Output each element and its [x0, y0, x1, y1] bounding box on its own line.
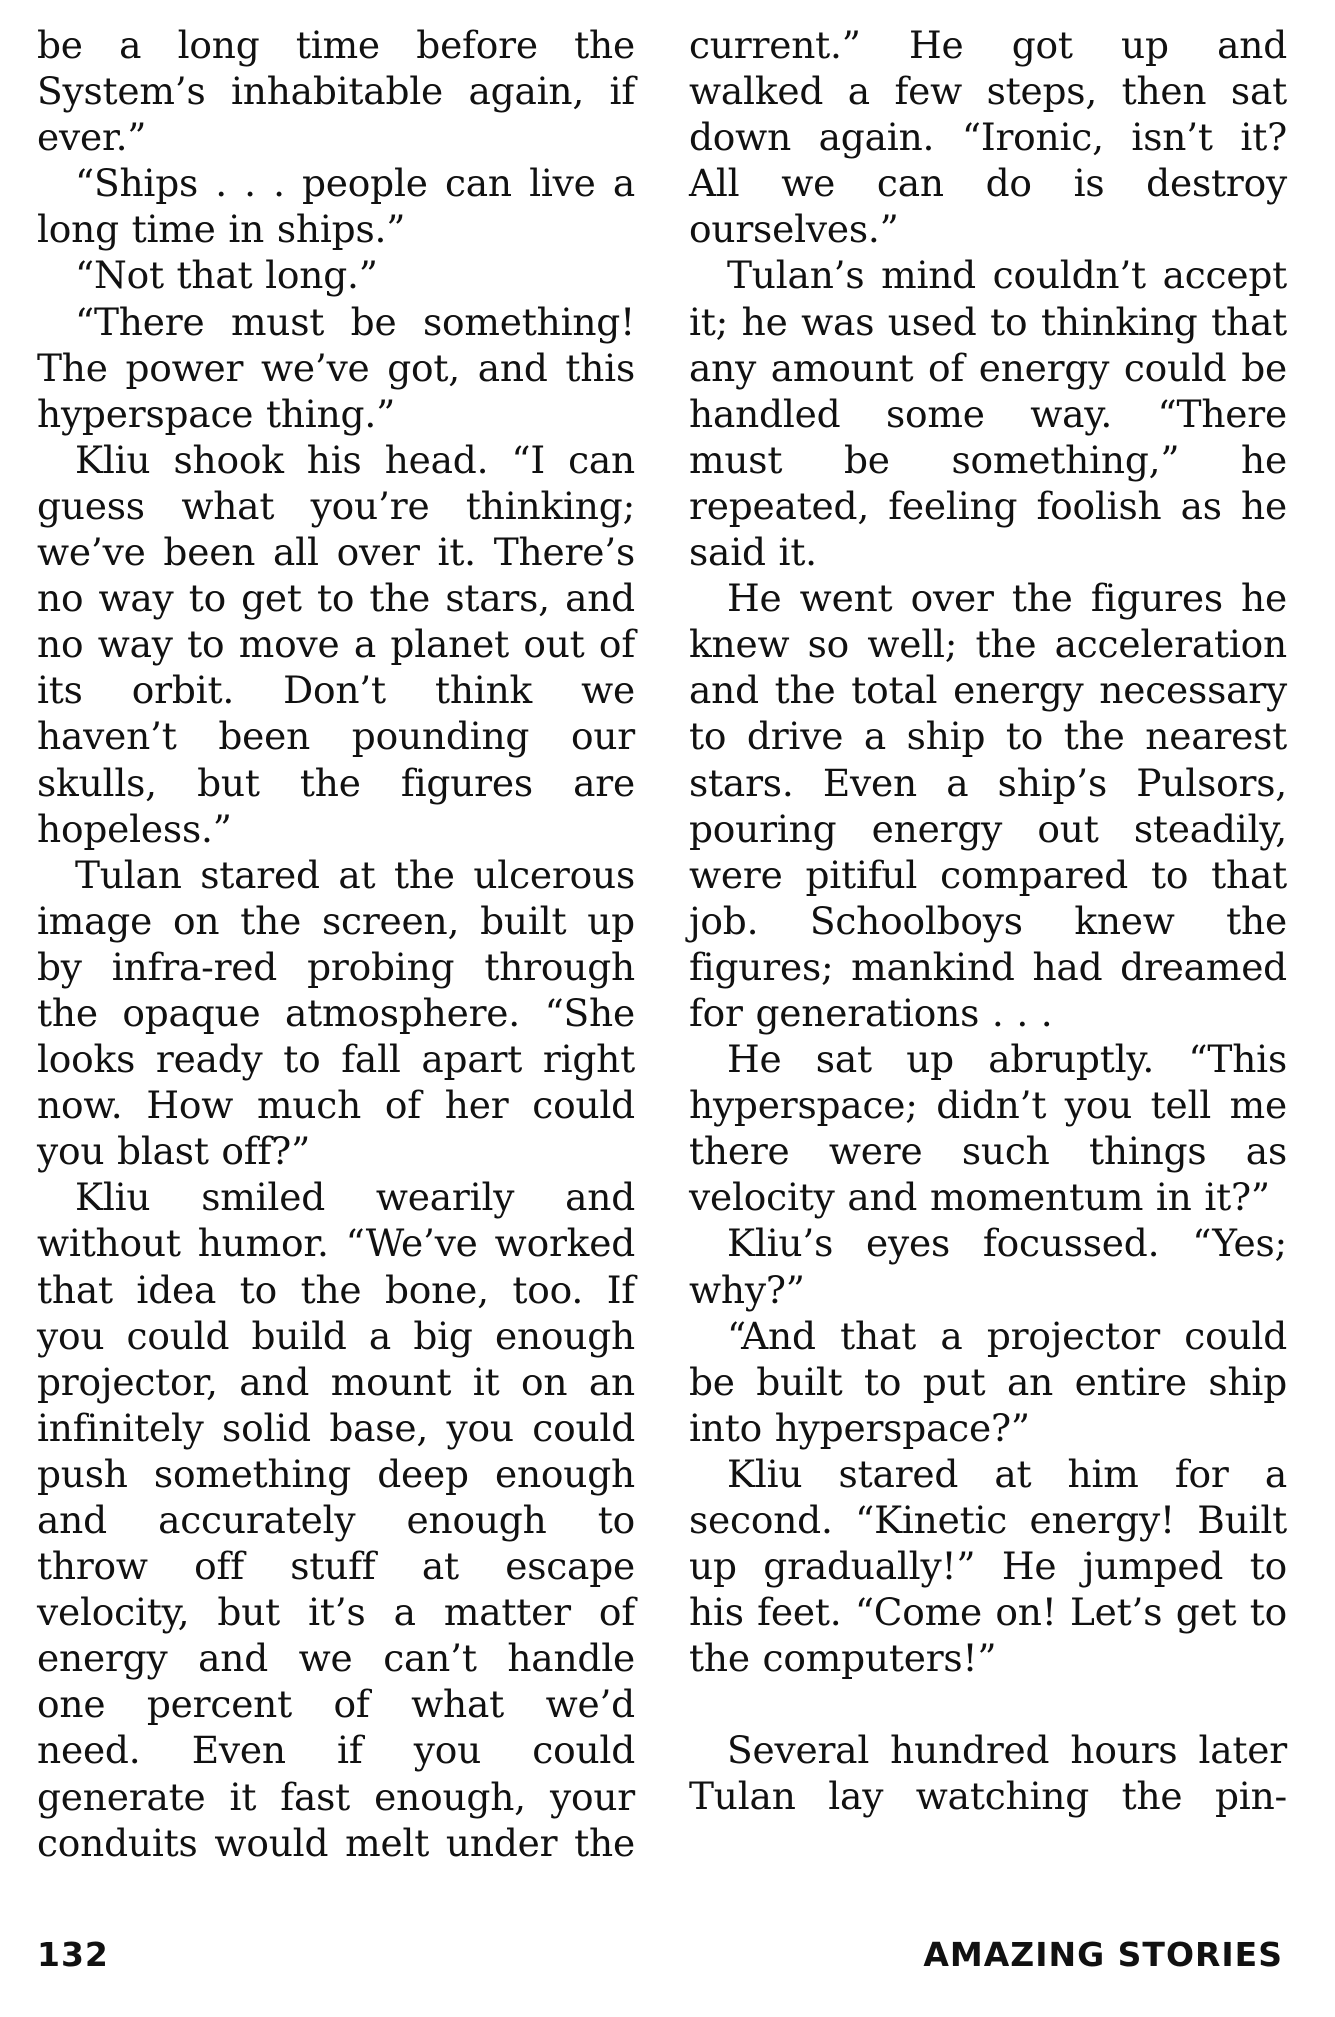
paragraph: current.” He got up and walked a few steps, then sat down again. “Ironic, isn’t it? All we can do is destroy ourselves.” [689, 23, 1287, 252]
paragraph: He went over the figures he knew so well; the acceleration and the total energy necessary to drive a ship to the nearest stars. Even a ship’s Pulsors, pouring energy out steadily, were pitiful compared to that job. Schoolboys knew the figures; mankind had dreamed for generations . . . [689, 576, 1287, 1035]
paragraph: be a long time before the System’s inhabitable again, if ever.” [37, 23, 635, 160]
paragraph: Several hundred hours later Tulan lay watching the pin- [689, 1728, 1287, 1819]
paragraph: “There must be something! The power we’ve got, and this hyperspace thing.” [37, 299, 635, 436]
paragraph: “And that a projector could be built to put an entire ship into hyperspace?” [689, 1313, 1287, 1450]
paragraph: Tulan stared at the ulcerous image on the screen, built up by infra-red probing through the opaque atmosphere. “She looks ready to fall apart right now. How much of her could you blast off?” [37, 852, 635, 1174]
running-title: AMAZING STORIES [923, 1935, 1283, 1974]
paragraph: “Ships . . . people can live a long time in ships.” [37, 161, 635, 252]
paragraph: Tulan’s mind couldn’t accept it; he was used to thinking that any amount of energy could be handled some way. “There must be something,” he repeated, feeling foolish as he said it. [689, 253, 1287, 575]
paragraph: He sat up abruptly. “This hyperspace; didn’t you tell me there were such things as velocity and momentum in it?” [689, 1037, 1287, 1220]
section-break [689, 1681, 1287, 1727]
paragraph: Kliu smiled wearily and without humor. “We’ve worked that idea to the bone, too. If you could build a big enough projector, and mount it on an infinitely solid base, you could push something deep enough and accurately enough to throw off stuff at escape velocity, but it’s a matter of energy and we can’t handle one percent of what we’d need. Even if you could generate it fast enough, your conduits would melt under the [37, 1175, 635, 1865]
left-column [37, 22, 635, 1866]
paragraph: “Not that long.” [75, 253, 378, 298]
paragraph: Kliu shook his head. “I can guess what you’re thinking; we’ve been all over it. There’s no way to get to the stars, and no way to move a planet out of its orbit. Don’t think we haven’t been pounding our skulls, but the figures are hopeless.” [37, 437, 635, 851]
paragraph: Kliu’s eyes focussed. “Yes; why?” [689, 1221, 1287, 1312]
page-number: 132 [37, 1935, 109, 1974]
paragraph: Kliu stared at him for a second. “Kinetic energy! Built up gradually!” He jumped to his feet. “Come on! Let’s get to the computers!” [689, 1451, 1287, 1681]
right-column [689, 22, 1287, 1820]
